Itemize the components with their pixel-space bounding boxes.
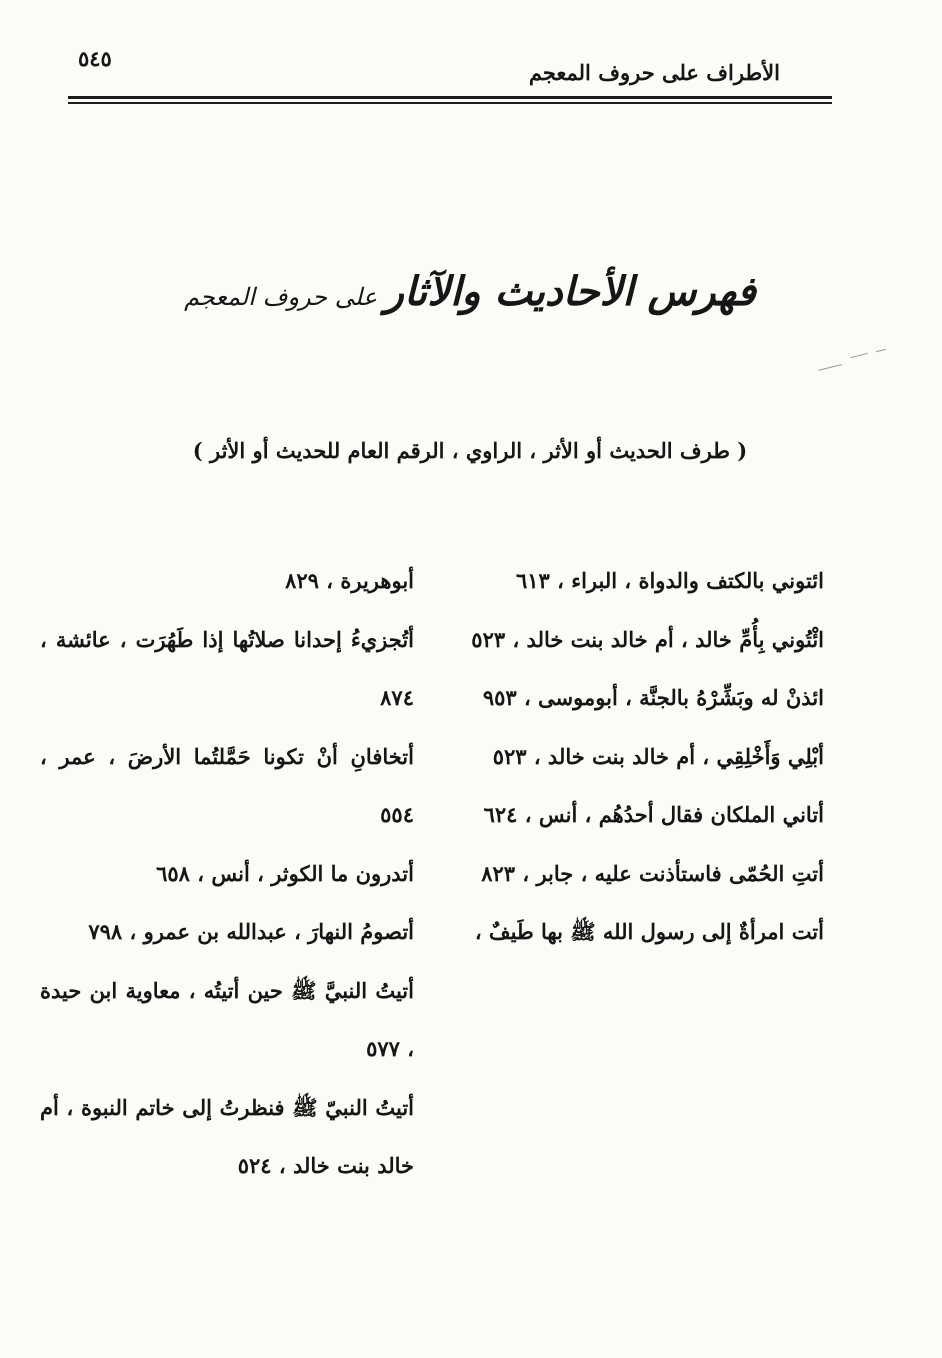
index-entry: أبْلِي وَأَخْلِقِي ، أم خالد بنت خالد ، ٥٢٣ [492, 743, 824, 769]
running-header-title: الأطراف على حروف المعجم [528, 60, 780, 85]
header-rule-thin [68, 102, 832, 104]
index-entry: أتدرون ما الكوثر ، أنس ، ٦٥٨ [156, 860, 414, 886]
index-entry: أتصومُ النهارَ ، عبدالله بن عمرو ، ٧٩٨ [88, 919, 414, 944]
margin-mark [876, 349, 886, 352]
index-title-main: فهرس الأحاديث والآثار [384, 268, 756, 315]
index-entry: أتخافانِ أنْ تكونا حَمَّلتُما الأرضَ ، عمر ، ٥٥٤ [40, 743, 414, 827]
index-entry: أتتِ الحُمّى فاستأذنت عليه ، جابر ، ٨٢٣ [481, 860, 824, 886]
index-entry: ائْتُوني بِأُمِّ خالد ، أم خالد بنت خالد ، ٥٢٣ [471, 626, 824, 652]
index-title-suffix: على حروف المعجم [184, 283, 385, 311]
index-entry: أتاني الملكان فقال أحدُهُم ، أنس ، ٦٢٤ [483, 802, 824, 827]
index-entry: أتيتُ النبيّ ﷺ فنظرتُ إلى خاتم النبوة ، أم خالد بنت خالد ، ٥٢٤ [40, 1094, 414, 1178]
margin-mark [850, 353, 868, 358]
index-format-note: ( طرف الحديث أو الأثر ، الراوي ، الرقم العام للحديث أو الأثر ) [192, 438, 748, 463]
index-column-right [450, 552, 824, 962]
header-rule [68, 96, 832, 99]
index-column-left [40, 552, 414, 1196]
index-entry: أتُجزيءُ إحدانا صلاتُها إذا طَهُرَت ، عائشة ، ٨٧٤ [40, 626, 414, 710]
index-title [120, 268, 820, 315]
margin-mark [818, 364, 842, 371]
page-number: ٥٤٥ [78, 46, 112, 71]
index-entry: أبوهريرة ، ٨٢٩ [285, 568, 414, 593]
index-entry: ائذنْ له وبَشِّرْهُ بالجنَّة ، أبوموسى ، ٩٥٣ [482, 685, 824, 710]
index-entry: أتت امرأةٌ إلى رسول الله ﷺ بها طَيفٌ ، [474, 919, 824, 944]
index-entry: أتيتُ النبيَّ ﷺ حين أتيتُه ، معاوية ابن حيدة ، ٥٧٧ [40, 977, 414, 1061]
index-entry: ائتوني بالكتف والدواة ، البراء ، ٦١٣ [515, 568, 824, 593]
